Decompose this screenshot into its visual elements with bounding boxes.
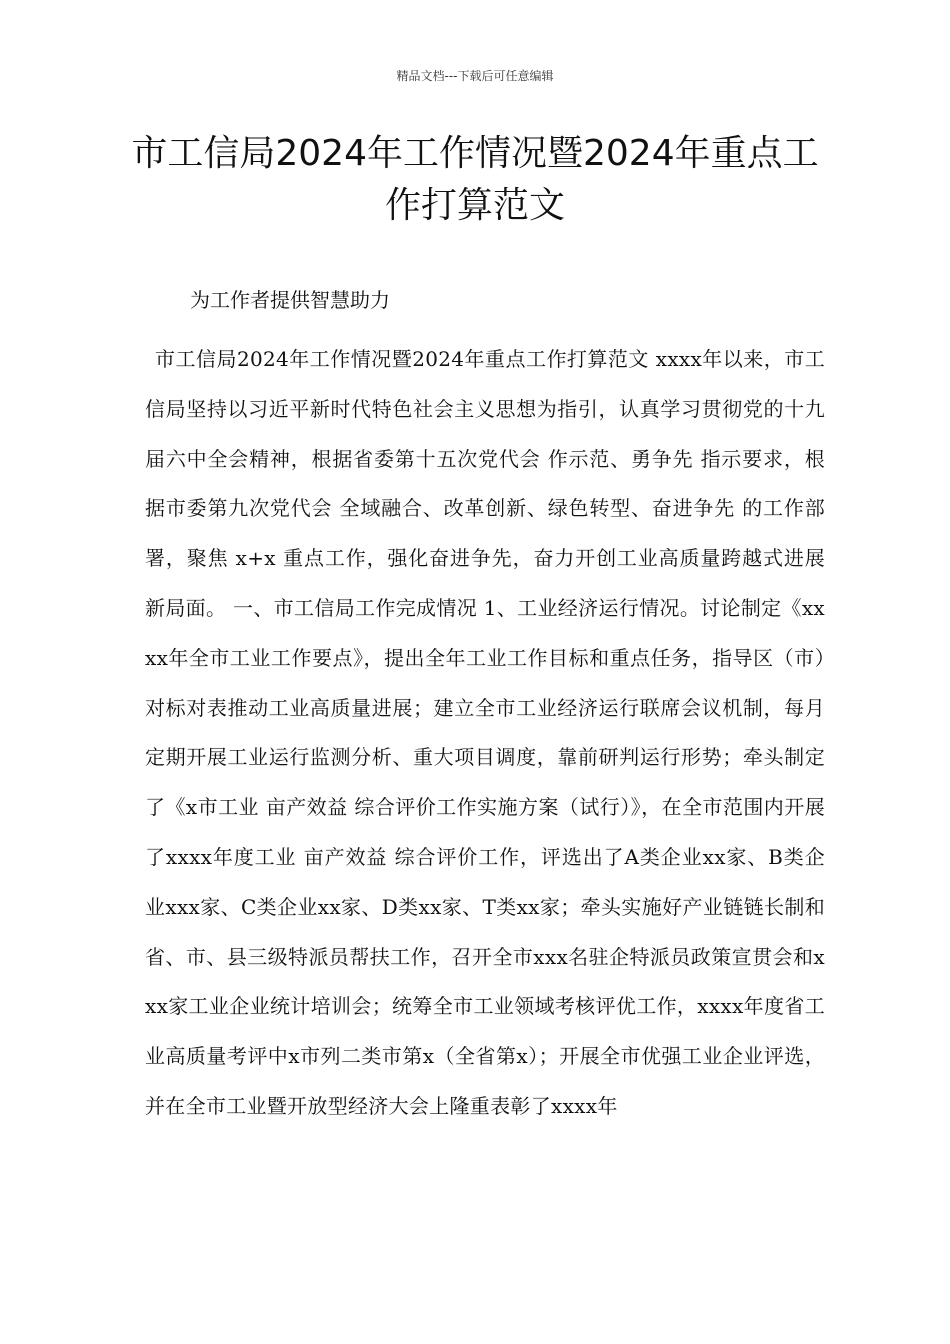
document-title: 市工信局2024年工作情况暨2024年重点工作打算范文 (131, 133, 819, 226)
header-note: 精品文档---下载后可任意编辑 (396, 69, 554, 83)
document-body: 市工信局2024年工作情况暨2024年重点工作打算范文 xxxx年以来，市工信局坚持以习近平新时代特色社会主义思想为指引，认真学习贯彻党的十九届六中全会精神，根据省委第十五次党代会 作示范、勇争先 指示要求，根据市委第九次党代会 全域融合、改革创新、绿色转型、奋进争先 的工作部署，聚焦 x+x 重点工作，强化奋进争先，奋力开创工业高质量跨越式进展新局面。 一、市工信局工作完成情况 1、工业经济运行情况。讨论制定《xxxx年全市工业工作要点》，提出全年工业工作目标和重点任务，指导区（市）对标对表推动工业高质量进展；建立全市工业经济运行联席会议机制，每月定期开展工业运行监测分析、重大项目调度，靠前研判运行形势；牵头制定了《x市工业 亩产效益 综合评价工作实施方案（试行）》，在全市范围内开展了xxxx年度工业 亩产效益 综合评价工作，评选出了A类企业xx家、B类企业xxx家、C类企业xx家、D类xx家、T类xx家；牵头实施好产业链链长制和省、市、县三级特派员帮扶工作，召开全市xxx名驻企特派员政策宣贯会和xxx家工业企业统计培训会；统筹全市工业领域考核评优工作，xxxx年度省工业高质量考评中x市列二类市第x（全省第x）；开展全市优强工业企业评选，并在全市工业暨开放型经济大会上隆重表彰了xxxx年 (145, 347, 825, 1118)
document-subtitle: 为工作者提供智慧助力 (190, 288, 390, 312)
